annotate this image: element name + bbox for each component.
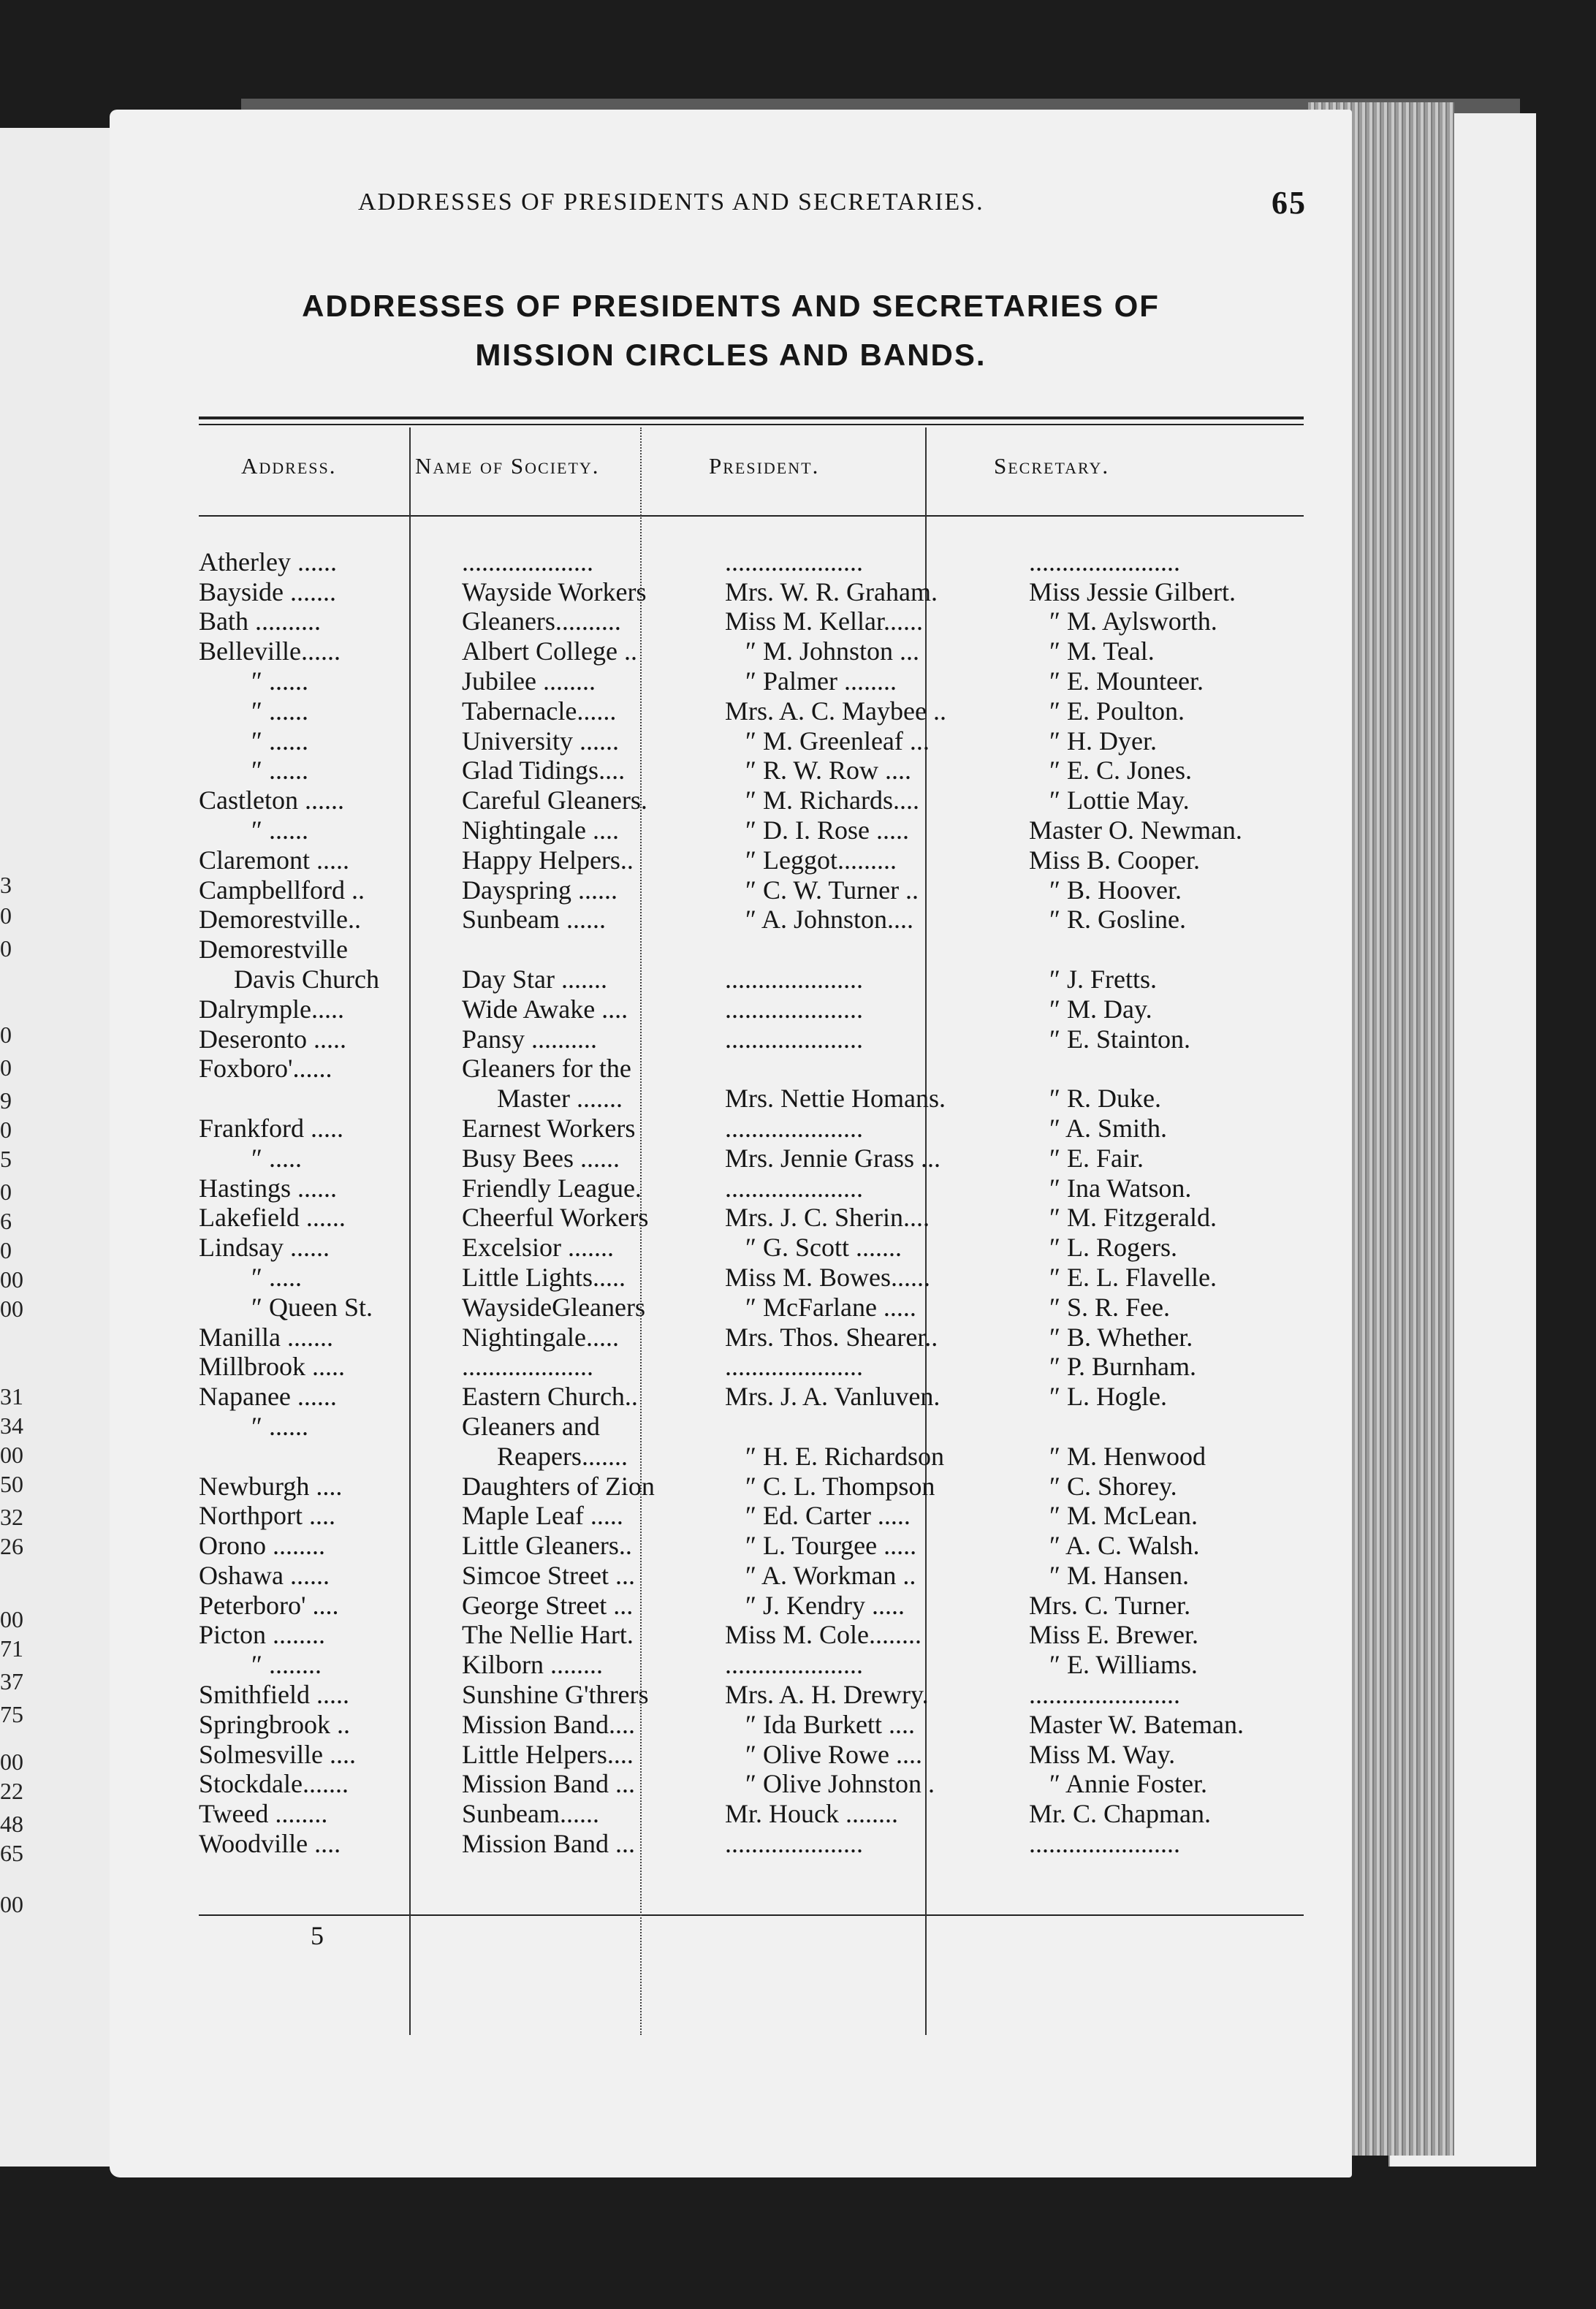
secretary-cell: ″ E. Mounteer.	[1049, 666, 1204, 696]
secretary-cell: .......................	[1029, 547, 1180, 577]
secretary-cell: ″ E. C. Jones.	[1049, 756, 1192, 785]
table-row	[199, 1798, 1327, 1828]
secretary-cell: Miss B. Cooper.	[1029, 845, 1201, 875]
president-cell: Mr. Houck ........	[725, 1799, 898, 1829]
society-cell: Master .......	[497, 1084, 623, 1114]
president-cell: ″ J. Kendry .....	[745, 1590, 905, 1620]
bottom-rule	[199, 1914, 1304, 1916]
address-cell: Tweed ........	[199, 1799, 328, 1829]
table-row	[199, 547, 1327, 577]
secretary-cell: Mr. C. Chapman.	[1029, 1799, 1211, 1829]
secretary-cell: .......................	[1029, 1829, 1180, 1859]
society-cell: Mission Band....	[462, 1709, 636, 1739]
facing-page-number: 37	[0, 1668, 23, 1694]
president-cell: ″ D. I. Rose .....	[745, 815, 909, 845]
address-cell: Belleville......	[199, 636, 341, 666]
facing-page-number: 00	[0, 1266, 23, 1293]
address-cell: ″ ......	[251, 1411, 308, 1441]
table-row	[199, 1203, 1327, 1233]
table-row	[199, 1292, 1327, 1322]
table-row	[199, 1530, 1327, 1560]
president-cell: Mrs. Nettie Homans.	[725, 1084, 946, 1114]
president-cell: ″ C. W. Turner ..	[745, 875, 919, 905]
society-cell: WaysideGleaners	[462, 1292, 645, 1322]
secretary-cell: ″ E. Williams.	[1049, 1650, 1198, 1680]
facing-page-number: 34	[0, 1412, 23, 1439]
facing-page-number: 0	[0, 935, 12, 962]
address-cell: ″ ......	[251, 726, 308, 756]
book-page	[110, 110, 1352, 2177]
address-cell: Peterboro' ....	[199, 1590, 339, 1620]
secretary-cell: ″ Annie Foster.	[1049, 1769, 1207, 1799]
address-cell: Picton ........	[199, 1620, 326, 1650]
secretary-cell: Master W. Bateman.	[1029, 1709, 1244, 1739]
facing-page-number: 48	[0, 1811, 23, 1837]
table-row	[199, 1173, 1327, 1203]
secretary-cell: ″ H. Dyer.	[1049, 726, 1157, 756]
address-cell: ″ ......	[251, 756, 308, 785]
facing-page-number: 00	[0, 1891, 23, 1917]
society-cell: George Street ...	[462, 1590, 634, 1620]
address-cell: Millbrook .....	[199, 1352, 346, 1382]
column-header-secretary: Secretary.	[994, 453, 1110, 479]
header-rule	[199, 515, 1304, 517]
facing-page-number: 22	[0, 1778, 23, 1804]
facing-page-number: 6	[0, 1208, 12, 1234]
table-row	[199, 1054, 1327, 1084]
society-cell: Sunbeam......	[462, 1799, 599, 1829]
society-cell: Dayspring ......	[462, 875, 618, 905]
address-cell: Orono ........	[199, 1531, 325, 1561]
address-cell: Deseronto .....	[199, 1024, 346, 1054]
table-row	[199, 1471, 1327, 1501]
president-cell: Mrs. Jennie Grass ...	[725, 1143, 940, 1173]
facing-page-number: 75	[0, 1701, 23, 1727]
facing-page-number: 65	[0, 1840, 23, 1866]
president-cell	[725, 1411, 1029, 1441]
table-row	[199, 934, 1327, 964]
table-row	[199, 905, 1327, 935]
president-cell: ″ McFarlane .....	[745, 1292, 916, 1322]
secretary-cell: ″ M. Henwood	[1049, 1441, 1206, 1471]
facing-page-number: 0	[0, 1054, 12, 1081]
society-cell: Gleaners for the	[462, 1054, 631, 1084]
society-cell: Excelsior .......	[462, 1233, 614, 1263]
society-cell: University ......	[462, 726, 619, 756]
president-cell: ″ A. Workman ..	[745, 1560, 916, 1590]
president-cell: ″ Leggot.........	[745, 845, 897, 875]
address-cell: ″ .....	[251, 1262, 302, 1292]
society-cell: Kilborn ........	[462, 1650, 603, 1680]
society-cell: Sunshine G'thrers	[462, 1680, 649, 1710]
table-row	[199, 1232, 1327, 1262]
table-row	[199, 1352, 1327, 1382]
society-cell: ....................	[462, 547, 593, 577]
secretary-cell	[1029, 934, 1327, 964]
president-cell: Mrs. A. H. Drewry.	[725, 1680, 929, 1710]
table-row	[199, 785, 1327, 815]
address-cell: Stockdale.......	[199, 1769, 349, 1799]
society-cell: Gleaners..........	[462, 606, 621, 636]
address-cell: Woodville ....	[199, 1829, 341, 1859]
facing-page-number: 00	[0, 1749, 23, 1775]
president-cell: .....................	[725, 547, 863, 577]
society-cell: Little Gleaners..	[462, 1531, 632, 1561]
table-row	[199, 577, 1327, 606]
president-cell: ″ Olive Johnston .	[745, 1769, 935, 1799]
president-cell: .....................	[725, 1650, 863, 1680]
page-title-line-1: ADDRESSES OF PRESIDENTS AND SECRETARIES OF	[302, 289, 1160, 323]
address-cell: ″ ......	[251, 666, 308, 696]
society-cell: Nightingale ....	[462, 815, 619, 845]
president-cell: ″ M. Johnston ...	[745, 636, 920, 666]
table-row	[199, 726, 1327, 756]
facing-page-number: 00	[0, 1442, 23, 1468]
society-cell: Pansy ..........	[462, 1024, 598, 1054]
society-cell: Jubilee ........	[462, 666, 596, 696]
society-cell: Nightingale.....	[462, 1322, 619, 1352]
society-cell: Simcoe Street ...	[462, 1560, 635, 1590]
president-cell: ″ A. Johnston....	[745, 905, 914, 935]
table-row	[199, 1620, 1327, 1650]
society-cell: Little Helpers....	[462, 1739, 634, 1769]
president-cell: ″ C. L. Thompson	[745, 1471, 935, 1501]
president-cell: .....................	[725, 1113, 863, 1143]
table-row	[199, 815, 1327, 845]
secretary-cell: .......................	[1029, 1680, 1180, 1710]
secretary-cell: ″ Lottie May.	[1049, 785, 1190, 815]
secretary-cell: ″ M. Hansen.	[1049, 1560, 1189, 1590]
secretary-cell: ″ M. Fitzgerald.	[1049, 1203, 1217, 1233]
society-cell: Glad Tidings....	[462, 756, 626, 785]
president-cell: Mrs. W. R. Graham.	[725, 577, 938, 606]
president-cell	[725, 934, 1029, 964]
secretary-cell: ″ E. Stainton.	[1049, 1024, 1190, 1054]
president-cell: ″ M. Richards....	[745, 785, 919, 815]
secretary-cell	[1029, 1054, 1327, 1084]
society-cell: Tabernacle......	[462, 696, 617, 726]
president-cell: ″ Olive Rowe ....	[745, 1739, 922, 1769]
table-row	[199, 1501, 1327, 1531]
facing-page-number: 00	[0, 1296, 23, 1322]
facing-page-number: 0	[0, 902, 12, 929]
society-cell: The Nellie Hart.	[462, 1620, 634, 1650]
facing-page-number: 26	[0, 1533, 23, 1559]
president-cell: Mrs. Thos. Shearer..	[725, 1322, 938, 1352]
address-cell	[199, 1441, 462, 1471]
secretary-cell: ″ E. Fair.	[1049, 1143, 1144, 1173]
society-cell: Maple Leaf .....	[462, 1501, 623, 1531]
table-row	[199, 1739, 1327, 1769]
secretary-cell: ″ P. Burnham.	[1049, 1352, 1197, 1382]
secretary-cell: Mrs. C. Turner.	[1029, 1590, 1191, 1620]
secretary-cell: ″ M. Day.	[1049, 994, 1152, 1024]
secretary-cell: ″ E. Poulton.	[1049, 696, 1185, 726]
top-rule-thick	[199, 416, 1304, 419]
address-cell: Springbrook ..	[199, 1709, 350, 1739]
address-cell: Lindsay ......	[199, 1233, 330, 1263]
president-cell: Mrs. J. A. Vanluven.	[725, 1382, 940, 1412]
secretary-cell: ″ L. Rogers.	[1049, 1233, 1177, 1263]
secretary-cell: ″ R. Gosline.	[1049, 905, 1186, 935]
president-cell: ″ Ida Burkett ....	[745, 1709, 915, 1739]
column-header-address: Address.	[241, 453, 337, 479]
secretary-cell: ″ B. Hoover.	[1049, 875, 1182, 905]
society-cell: Busy Bees ......	[462, 1143, 620, 1173]
address-cell: ″ ........	[251, 1650, 322, 1680]
page-number: 65	[1272, 185, 1307, 221]
facing-page	[0, 128, 112, 2167]
secretary-cell: ″ R. Duke.	[1049, 1084, 1161, 1114]
address-cell: Bayside .......	[199, 577, 336, 606]
president-cell: Miss M. Cole........	[725, 1620, 922, 1650]
address-cell: Oshawa ......	[199, 1560, 330, 1590]
facing-page-number: 0	[0, 1022, 12, 1048]
signature-mark: 5	[311, 1921, 324, 1950]
society-cell: Day Star .......	[462, 964, 607, 994]
address-cell: Manilla .......	[199, 1322, 333, 1352]
table-row	[199, 1828, 1327, 1858]
society-cell	[462, 934, 725, 964]
president-cell: ″ R. W. Row ....	[745, 756, 912, 785]
secretary-cell: ″ Ina Watson.	[1049, 1173, 1192, 1203]
president-cell: .....................	[725, 964, 863, 994]
table-row	[199, 994, 1327, 1024]
table-row	[199, 1649, 1327, 1679]
address-cell: Campbellford ..	[199, 875, 365, 905]
page-title-line-2: MISSION CIRCLES AND BANDS.	[475, 338, 987, 372]
president-cell: ″ L. Tourgee .....	[745, 1531, 917, 1561]
address-cell: Foxboro'......	[199, 1054, 332, 1084]
facing-page-number: 0	[0, 1237, 12, 1263]
secretary-cell: ″ M. Teal.	[1049, 636, 1155, 666]
top-rule-thin	[199, 424, 1304, 425]
facing-page-number: 32	[0, 1504, 23, 1530]
society-cell: Daughters of Zion	[462, 1471, 655, 1501]
address-cell: Solmesville ....	[199, 1739, 356, 1769]
societies-table	[199, 547, 1327, 1858]
address-cell: Newburgh ....	[199, 1471, 343, 1501]
facing-page-number: 71	[0, 1635, 23, 1662]
facing-page-number: 50	[0, 1471, 23, 1497]
secretary-cell: ″ M. McLean.	[1049, 1501, 1198, 1531]
president-cell: ″ H. E. Richardson	[745, 1441, 944, 1471]
society-cell: Mission Band ...	[462, 1769, 636, 1799]
address-cell: Napanee ......	[199, 1382, 337, 1412]
address-cell: Dalrymple.....	[199, 994, 344, 1024]
society-cell: Sunbeam ......	[462, 905, 606, 935]
society-cell: Friendly League.	[462, 1173, 642, 1203]
president-cell: Mrs. J. C. Sherin....	[725, 1203, 930, 1233]
president-cell: .....................	[725, 1352, 863, 1382]
president-cell: Miss M. Kellar......	[725, 606, 924, 636]
table-row	[199, 1113, 1327, 1143]
secretary-cell: Miss M. Way.	[1029, 1739, 1176, 1769]
secretary-cell: Master O. Newman.	[1029, 815, 1242, 845]
column-header-president: President.	[709, 453, 820, 479]
secretary-cell: ″ A. C. Walsh.	[1049, 1531, 1200, 1561]
address-cell: Bath ..........	[199, 606, 321, 636]
president-cell: .....................	[725, 1829, 863, 1859]
address-cell: Castleton ......	[199, 785, 344, 815]
society-cell: Albert College ..	[462, 636, 637, 666]
table-row	[199, 1769, 1327, 1799]
column-header-society: Name of Society.	[415, 453, 600, 479]
table-row	[199, 1024, 1327, 1054]
president-cell: ″ Palmer ........	[745, 666, 897, 696]
table-row	[199, 1709, 1327, 1739]
society-cell: Careful Gleaners.	[462, 785, 647, 815]
secretary-cell: ″ A. Smith.	[1049, 1113, 1168, 1143]
table-row	[199, 1143, 1327, 1173]
table-row	[199, 756, 1327, 785]
president-cell: Mrs. A. C. Maybee ..	[725, 696, 946, 726]
address-cell: Smithfield .....	[199, 1680, 349, 1710]
table-row	[199, 1262, 1327, 1292]
secretary-cell: ″ J. Fretts.	[1049, 964, 1158, 994]
secretary-cell: ″ C. Shorey.	[1049, 1471, 1177, 1501]
table-row	[199, 1411, 1327, 1441]
secretary-cell: Miss E. Brewer.	[1029, 1620, 1198, 1650]
facing-page-numbers	[0, 128, 29, 2167]
president-cell: Miss M. Bowes......	[725, 1262, 931, 1292]
address-cell	[199, 1083, 462, 1113]
address-cell: Demorestville	[199, 935, 348, 965]
facing-page-number: 31	[0, 1383, 23, 1410]
facing-page-number: 5	[0, 1146, 12, 1172]
table-row	[199, 875, 1327, 905]
table-row	[199, 1083, 1327, 1113]
address-cell: Lakefield ......	[199, 1203, 346, 1233]
secretary-cell	[1029, 1411, 1327, 1441]
facing-page-number: 9	[0, 1087, 12, 1114]
president-cell: .....................	[725, 994, 863, 1024]
facing-page-number: 0	[0, 1179, 12, 1205]
president-cell: .....................	[725, 1173, 863, 1203]
society-cell: Earnest Workers	[462, 1113, 636, 1143]
table-row	[199, 666, 1327, 696]
address-cell: Demorestville..	[199, 905, 361, 935]
president-cell: ″ G. Scott .......	[745, 1233, 902, 1263]
society-cell: Wayside Workers	[462, 577, 647, 606]
secretary-cell: Miss Jessie Gilbert.	[1029, 577, 1236, 606]
table-row	[199, 1560, 1327, 1590]
table-row	[199, 964, 1327, 994]
address-cell: Davis Church	[234, 964, 379, 994]
table-row	[199, 606, 1327, 636]
president-cell: .....................	[725, 1024, 863, 1054]
running-head-title: ADDRESSES OF PRESIDENTS AND SECRETARIES.	[358, 189, 984, 216]
society-cell: ....................	[462, 1352, 593, 1382]
society-cell: Reapers.......	[497, 1441, 628, 1471]
president-cell: ″ M. Greenleaf ...	[745, 726, 930, 756]
secretary-cell: ″ E. L. Flavelle.	[1049, 1262, 1217, 1292]
society-cell: Gleaners and	[462, 1411, 600, 1441]
address-cell: ″ Queen St.	[251, 1292, 373, 1322]
table-row	[199, 636, 1327, 666]
table-row	[199, 1381, 1327, 1411]
table-row	[199, 845, 1327, 875]
table-row	[199, 1679, 1327, 1709]
society-cell: Wide Awake ....	[462, 994, 628, 1024]
secretary-cell: ″ B. Whether.	[1049, 1322, 1193, 1352]
society-cell: Eastern Church..	[462, 1382, 638, 1412]
table-row	[199, 1590, 1327, 1620]
society-cell: Little Lights.....	[462, 1262, 626, 1292]
address-cell: Claremont .....	[199, 845, 349, 875]
society-cell: Mission Band ...	[462, 1829, 636, 1859]
facing-page-number: 3	[0, 872, 12, 898]
address-cell: ″ ......	[251, 696, 308, 726]
society-cell: Cheerful Workers	[462, 1203, 649, 1233]
secretary-cell: ″ M. Aylsworth.	[1049, 606, 1217, 636]
table-row	[199, 696, 1327, 726]
facing-page-number: 00	[0, 1606, 23, 1632]
address-cell: Northport ....	[199, 1501, 335, 1531]
secretary-cell: ″ L. Hogle.	[1049, 1382, 1167, 1412]
address-cell: Atherley ......	[199, 547, 337, 577]
society-cell: Happy Helpers..	[462, 845, 634, 875]
president-cell: ″ Ed. Carter .....	[745, 1501, 911, 1531]
address-cell: ″ .....	[251, 1143, 302, 1173]
table-row	[199, 1441, 1327, 1471]
secretary-cell: ″ S. R. Fee.	[1049, 1292, 1171, 1322]
president-cell	[725, 1054, 1029, 1084]
table-row	[199, 1322, 1327, 1352]
address-cell: Hastings ......	[199, 1173, 337, 1203]
address-cell: ″ ......	[251, 815, 308, 845]
address-cell: Frankford .....	[199, 1113, 343, 1143]
facing-page-number: 0	[0, 1117, 12, 1143]
